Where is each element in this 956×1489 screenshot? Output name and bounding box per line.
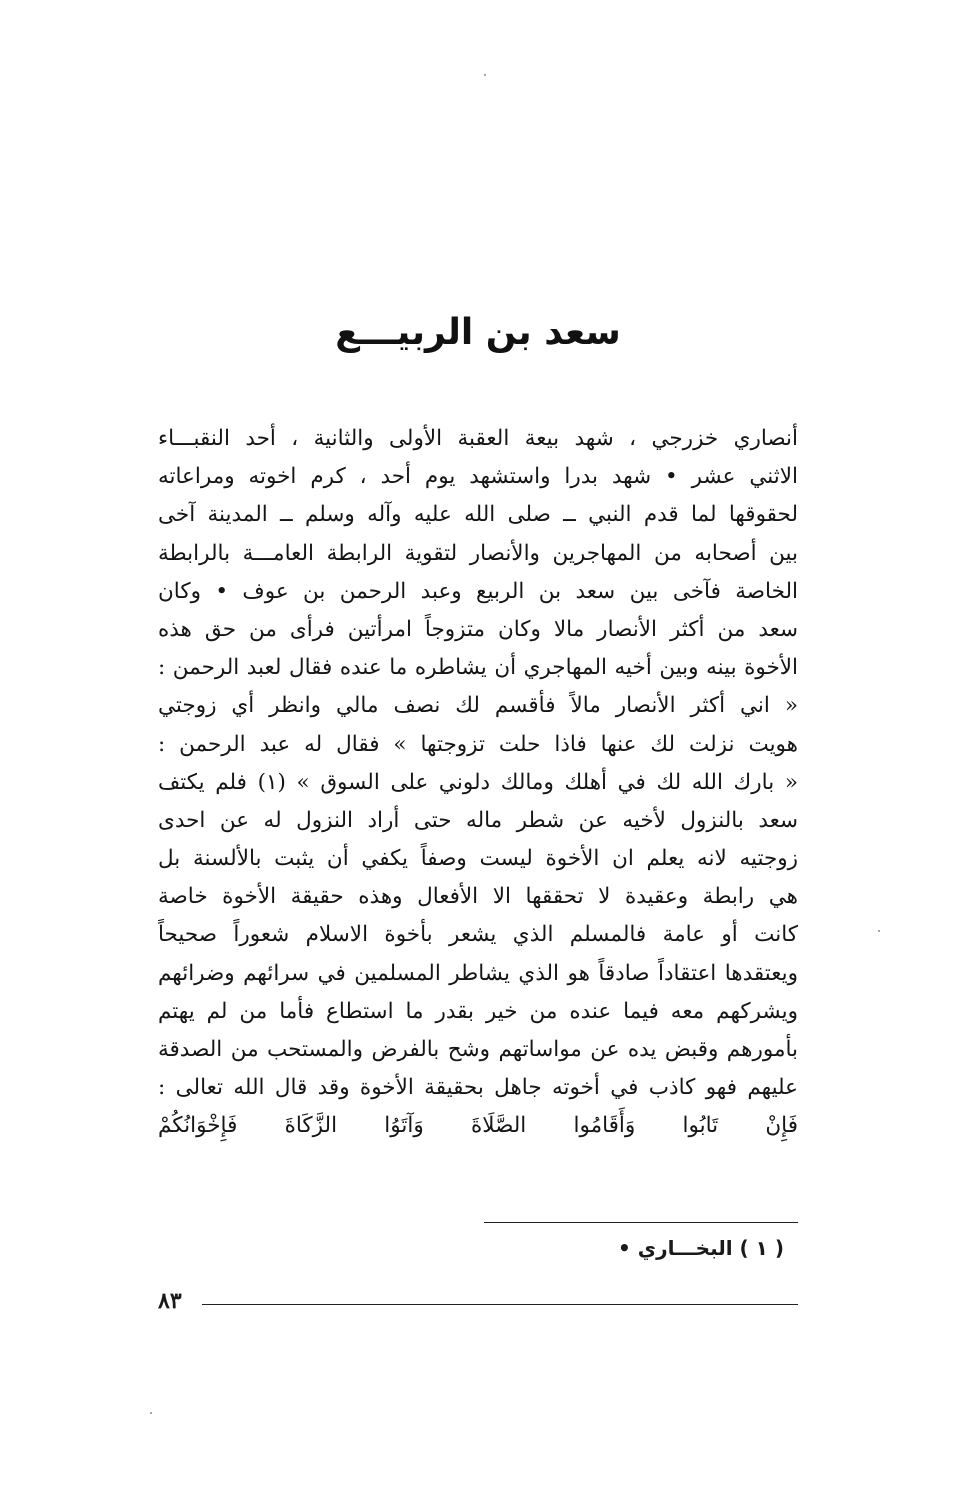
footer-rule xyxy=(202,1304,798,1305)
scan-speck xyxy=(484,74,486,76)
text-line: كانت أو عامة فالمسلم الذي يشعر بأخوة الاسلام شعوراً صحيحاً xyxy=(158,922,798,948)
text-line: هي رابطة وعقيدة لا تحققها الا الأفعال وهذه حقيقة الأخوة خاصة xyxy=(158,884,798,910)
text-line: بين أصحابه من المهاجرين والأنصار لتقوية الرابطة العامـــة بالرابطة xyxy=(158,540,798,566)
text-line: زوجتيه لانه يعلم ان الأخوة ليست وصفاً يكفي أن يثبت بالألسنة بل xyxy=(158,846,798,872)
text-line: « اني أكثر الأنصار مالاً فأقسم لك نصف مالي وانظر أي زوجتي xyxy=(158,693,798,719)
text-line: لحقوقها لما قدم النبي ــ صلى الله عليه وآله وسلم ــ المدينة آخى xyxy=(158,502,798,528)
scan-speck xyxy=(878,930,880,932)
text-line: الاثني عشر • شهد بدرا واستشهد يوم أحد ، كرم اخوته ومراعاته xyxy=(158,464,798,490)
text-line: أنصاري خزرجي ، شهد بيعة العقبة الأولى والثانية ، أحد النقبـــاء xyxy=(158,426,798,451)
text-line: سعد بالنزول لأخيه عن شطر ماله حتى أراد النزول له عن احدى xyxy=(158,807,798,833)
scan-speck xyxy=(150,1412,152,1414)
footnote: ( ١ ) البخـــاري • xyxy=(618,1236,784,1260)
text-line: الأخوة بينه وبين أخيه المهاجري أن يشاطره ما عنده فقال لعبد الرحمن : xyxy=(158,655,798,681)
verse-line: فَإِنْ تَابُوا وَأَقَامُوا الصَّلَاةَ وَآتَوُا الزَّكَاةَ فَإِخْوَانُكُمْ xyxy=(158,1113,798,1139)
body-text xyxy=(158,420,798,1146)
text-line: هويت نزلت لك عنها فاذا حلت تزوجتها » فقال له عبد الرحمن : xyxy=(158,731,798,757)
text-line: « بارك الله لك في أهلك ومالك دلوني على السوق » (١) فلم يكتف xyxy=(158,769,798,795)
page-number: ٨٣ xyxy=(158,1288,182,1314)
text-line: عليهم فهو كاذب في أخوته جاهل بحقيقة الأخوة وقد قال الله تعالى : xyxy=(158,1075,798,1101)
page-title: سعد بن الربيـــع xyxy=(335,312,621,353)
text-line: سعد من أكثر الأنصار مالا وكان متزوجاً امرأتين فرأى من حق هذه xyxy=(158,616,798,642)
footnote-divider xyxy=(484,1222,798,1223)
text-line: بأمورهم وقبض يده عن مواساتهم وشح بالفرض والمستحب من الصدقة xyxy=(158,1037,798,1062)
text-line: الخاصة فآخى بين سعد بن الربيع وعبد الرحمن بن عوف • وكان xyxy=(158,578,798,604)
text-line: ويعتقدها اعتقاداً صادقاً هو الذي يشاطر المسلمين في سرائهم وضرائهم xyxy=(158,960,798,986)
text-line: ويشركهم معه فيما عنده من خير بقدر ما استطاع فأما من لم يهتم xyxy=(158,998,798,1024)
